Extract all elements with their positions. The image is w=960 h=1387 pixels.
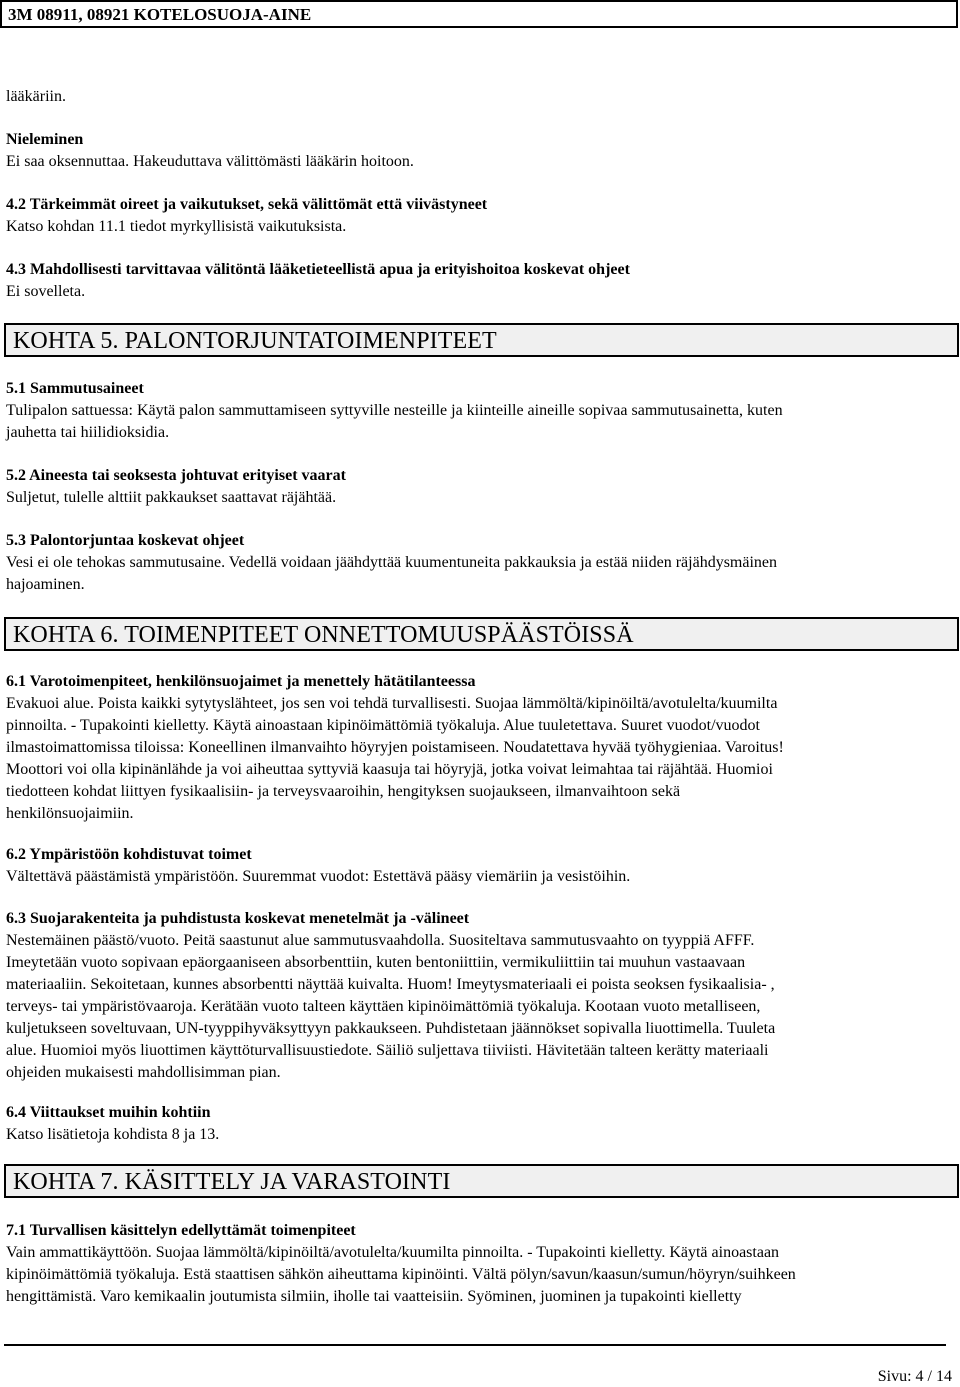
subsection-6-2-text: Vältettävä päästämistä ympäristöön. Suuremmat vuodot: Estettävä pääsy viemäriin ja vesistöihin. — [6, 868, 631, 885]
text-line: jauhetta tai hiilidioksidia. — [6, 424, 170, 441]
text-line: Tulipalon sattuessa: Käytä palon sammuttamiseen syttyville nesteille ja kiinteille aineille sopivaa sammutusainetta, kuten — [6, 402, 783, 419]
text-line: materiaaliin. Sekoitetaan, kunnes absorbentti näyttää kuivalta. Huom! Imeytysmateriaali ei poista seoksen fysikaalisia- , — [6, 976, 775, 993]
section-7-title: KOHTA 7. KÄSITTELY JA VARASTOINTI — [13, 1169, 451, 1195]
text-line: kipinöimättömiä työkaluja. Estä staattisen sähkön aiheuttama kipinöinti. Vältä pölyn/savun/kaasun/sumun/höyryn/suihkeen — [6, 1266, 796, 1283]
section-6-banner — [4, 617, 959, 651]
subsection-6-3-heading: 6.3 Suojarakenteita ja puhdistusta koskevat menetelmät ja -välineet — [6, 910, 470, 927]
subsection-6-1 — [6, 671, 954, 825]
subsection-5-2-text: Suljetut, tulelle alttiit pakkaukset saattavat räjähtää. — [6, 489, 337, 506]
text-line: terveys- tai ympäristövaaroja. Kerätään vuoto talteen käyttäen kipinöimättömiä työkaluja. Kootaan vuoto metalliseen, — [6, 998, 761, 1015]
section-7-banner — [4, 1164, 959, 1198]
nieleminen-heading: Nieleminen — [6, 131, 84, 148]
subsection-6-2 — [6, 844, 954, 888]
text-line: hengittämistä. Varo kemikaalin joutumista silmiin, iholle tai vaatteisiin. Syöminen, juominen ja tupakointi kielletty — [6, 1288, 742, 1305]
subsection-6-1-heading: 6.1 Varotoimenpiteet, henkilönsuojaimet ja menettely hätätilanteessa — [6, 673, 476, 690]
text-line: tiedotteen kohdat liittyen fysikaalisiin- ja terveysvaaroihin, hengityksen suojaukseen, ilmanvaihtoon sekä — [6, 783, 681, 800]
subsection-4-2 — [6, 194, 954, 238]
text-line: Imeytetään vuoto sopivaan epäorgaaniseen absorbenttiin, kuten bentoniittiin, vermikuliittiin tai muuhun vastaavaan — [6, 954, 746, 971]
subsection-6-4-text: Katso lisätietoja kohdista 8 ja 13. — [6, 1126, 220, 1143]
subsection-4-3-heading: 4.3 Mahdollisesti tarvittavaa välitöntä lääketieteellistä apua ja erityishoitoa koskevat ohjeet — [6, 261, 630, 278]
text-line: Evakuoi alue. Poista kaikki sytytyslähteet, jos sen voi tehdä turvallisesti. Suojaa lämmöltä/kipinöiltä/avotulelta/kuumilta — [6, 695, 778, 712]
text-line: Vesi ei ole tehokas sammutusaine. Vedellä voidaan jäähdyttää kuumentuneita pakkauksia ja estää niiden räjähdysmäinen — [6, 554, 778, 571]
text-line: Moottori voi olla kipinänlähde ja voi aiheuttaa syttyviä kaasuja tai höyryjä, jotka voivat leimahtaa tai räjähtää. Huomioi — [6, 761, 773, 778]
subsection-4-3 — [6, 259, 954, 303]
subsection-4-2-text: Katso kohdan 11.1 tiedot myrkyllisistä vaikutuksista. — [6, 218, 347, 235]
intro-line: lääkäriin. — [6, 88, 66, 105]
text-line: hajoaminen. — [6, 576, 85, 593]
document-title: 3M 08911, 08921 KOTELOSUOJA-AINE — [8, 5, 312, 24]
footer-divider — [4, 1344, 946, 1346]
subsection-5-2 — [6, 465, 954, 509]
subsection-4-3-text: Ei sovelleta. — [6, 283, 86, 300]
text-line: kuljetukseen soveltuvaan, UN-tyyppihyväksyttyyn pakkaukseen. Puhdistetaan jäännökset sopivalla liuottimella. Tuuleta — [6, 1020, 776, 1037]
nieleminen-block — [6, 129, 954, 173]
subsection-6-4-heading: 6.4 Viittaukset muihin kohtiin — [6, 1104, 211, 1121]
text-line: alue. Huomioi myös liuottimen käyttöturvallisuustiedote. Säiliö suljettava tiiviisti. Hävitetään talteen kerätty materiaali — [6, 1042, 769, 1059]
text-line: ohjeiden mukaisesti mahdollisimman pian. — [6, 1064, 281, 1081]
subsection-6-3 — [6, 908, 954, 1084]
intro-text — [6, 86, 954, 108]
page-number: Sivu: 4 / 14 — [877, 1368, 952, 1385]
document-header — [0, 0, 958, 28]
text-line: henkilönsuojaimiin. — [6, 805, 134, 822]
section-5-banner — [4, 323, 959, 357]
subsection-7-1 — [6, 1220, 954, 1308]
subsection-5-2-heading: 5.2 Aineesta tai seoksesta johtuvat erityiset vaarat — [6, 467, 346, 484]
subsection-4-2-heading: 4.2 Tärkeimmät oireet ja vaikutukset, sekä välittömät että viivästyneet — [6, 196, 488, 213]
subsection-6-2-heading: 6.2 Ympäristöön kohdistuvat toimet — [6, 846, 252, 863]
subsection-5-3-heading: 5.3 Palontorjuntaa koskevat ohjeet — [6, 532, 245, 549]
text-line: Nestemäinen päästö/vuoto. Peitä saastunut alue sammutusvaahdolla. Suositeltava sammutusvaahto on tyyppiä AFFF. — [6, 932, 755, 949]
text-line: Vain ammattikäyttöön. Suojaa lämmöltä/kipinöiltä/avotulelta/kuumilta pinnoilta. - Tupakointi kielletty. Käytä ainoastaan — [6, 1244, 780, 1261]
subsection-5-3 — [6, 530, 954, 596]
nieleminen-text: Ei saa oksennuttaa. Hakeuduttava välittömästi lääkärin hoitoon. — [6, 153, 414, 170]
section-5-title: KOHTA 5. PALONTORJUNTATOIMENPITEET — [13, 328, 497, 354]
subsection-5-1 — [6, 378, 954, 444]
text-line: pinnoilta. - Tupakointi kielletty. Käytä ainoastaan kipinöimättömiä työkaluja. Alue tuuletettava. Suuret vuodot/vuodot — [6, 717, 760, 734]
subsection-5-1-heading: 5.1 Sammutusaineet — [6, 380, 144, 397]
section-6-title: KOHTA 6. TOIMENPITEET ONNETTOMUUSPÄÄSTÖISSÄ — [13, 622, 634, 648]
subsection-7-1-heading: 7.1 Turvallisen käsittelyn edellyttämät toimenpiteet — [6, 1222, 356, 1239]
subsection-6-4 — [6, 1102, 954, 1146]
text-line: ilmastoimattomissa tiloissa: Koneellinen ilmanvaihto höyryjen poistamiseen. Noudatettava hyvää työhygieniaa. Varoitus! — [6, 739, 784, 756]
